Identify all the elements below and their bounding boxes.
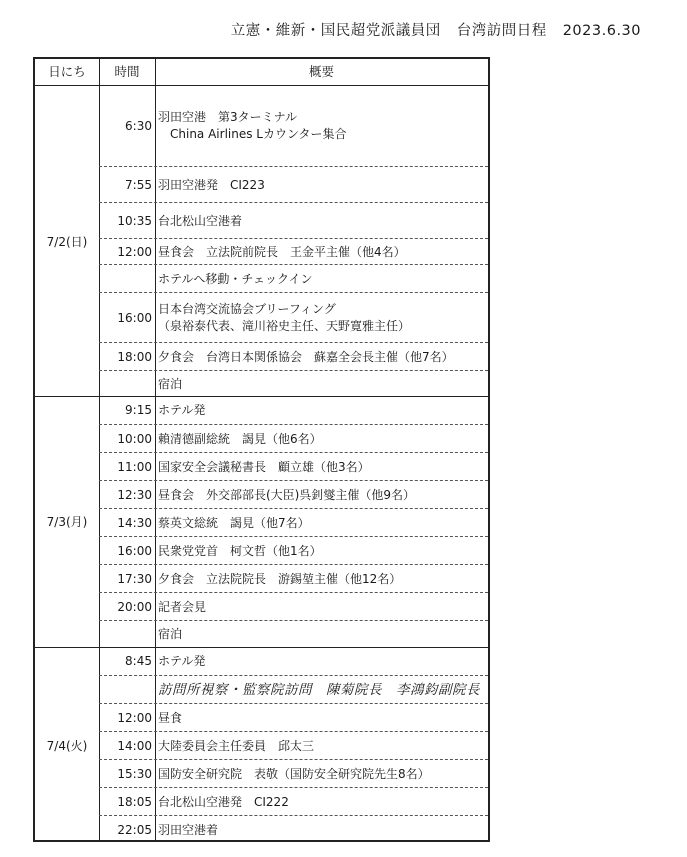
row-summary xyxy=(158,481,482,509)
summary-line: （泉裕泰代表、滝川裕史主任、天野寛雅主任） xyxy=(158,319,411,333)
summary-line: 国家安全会議秘書長 顧立雄（他3名） xyxy=(158,459,370,474)
title-group: 立憲・維新・国民超党派議員団 xyxy=(230,23,441,39)
table-row xyxy=(99,424,488,453)
table-row xyxy=(99,264,488,293)
row-time: 14:00 xyxy=(117,739,152,753)
row-summary xyxy=(158,293,482,343)
header-time: 時間 xyxy=(114,64,140,79)
row-time: 7:55 xyxy=(125,178,152,192)
row-time: 12:30 xyxy=(117,488,152,502)
table-row xyxy=(99,647,488,675)
row-summary xyxy=(158,704,482,732)
summary-line: 夕食会 立法院院長 游錫堃主催（他12名） xyxy=(158,571,402,586)
table-row xyxy=(99,731,488,760)
table-row xyxy=(99,675,488,704)
row-summary xyxy=(158,509,482,537)
row-summary xyxy=(158,621,482,648)
summary-line: 宿泊 xyxy=(158,376,183,391)
summary-line: 台北松山空港発 CI222 xyxy=(158,794,289,809)
summary-line: 羽田空港発 CI223 xyxy=(158,177,265,192)
table-row xyxy=(99,452,488,481)
table-row xyxy=(99,166,488,203)
row-time xyxy=(99,676,154,704)
day-label: 7/4(火) xyxy=(46,738,88,753)
table-row xyxy=(99,536,488,565)
summary-line: 昼食 xyxy=(158,710,183,725)
row-summary xyxy=(158,593,482,621)
summary-line: 羽田空港着 xyxy=(158,822,219,837)
day-label: 7/2(日) xyxy=(46,234,88,249)
row-time: 17:30 xyxy=(117,572,152,586)
row-time: 16:00 xyxy=(117,544,152,558)
row-summary xyxy=(158,788,482,816)
row-summary xyxy=(158,647,482,675)
row-summary xyxy=(158,760,482,788)
title-subject: 台湾訪問日程 xyxy=(456,23,547,39)
row-summary xyxy=(158,732,482,760)
table-row xyxy=(99,370,488,397)
table-row xyxy=(99,480,488,509)
row-time xyxy=(99,265,154,293)
table-row xyxy=(99,592,488,621)
row-summary xyxy=(158,167,482,203)
summary-line: 民衆党党首 柯文哲（他1名） xyxy=(158,543,322,558)
summary-line: 日本台湾交流協会ブリーフィング xyxy=(158,302,336,316)
schedule-table xyxy=(33,57,490,842)
summary-line: China Airlines Lカウンター集合 xyxy=(158,127,347,141)
table-row xyxy=(99,238,488,265)
table-row xyxy=(99,620,488,648)
row-time: 10:35 xyxy=(117,214,152,228)
row-summary xyxy=(158,565,482,593)
summary-line: 大陸委員会主任委員 邱太三 xyxy=(158,738,315,753)
row-summary xyxy=(158,676,482,704)
summary-line: 昼食会 立法院前院長 王金平主催（他4名） xyxy=(158,244,406,259)
summary-line: 記者会見 xyxy=(158,599,207,614)
summary-line: 国防安全研究院 表敬（国防安全研究院先生8名） xyxy=(158,766,430,781)
day-label: 7/3(月) xyxy=(46,515,88,529)
row-summary xyxy=(158,371,482,397)
summary-line: ホテル発 xyxy=(158,402,206,417)
row-time: 18:00 xyxy=(117,350,152,364)
row-summary xyxy=(158,425,482,453)
row-time: 9:15 xyxy=(125,403,152,417)
table-header xyxy=(35,59,488,86)
summary-line: ホテルへ移動・チェックイン xyxy=(158,271,313,286)
row-time: 22:05 xyxy=(117,823,152,837)
table-row xyxy=(99,342,488,371)
row-time: 10:00 xyxy=(117,432,152,446)
table-row xyxy=(99,86,488,166)
row-summary xyxy=(158,265,482,293)
row-time: 20:00 xyxy=(117,600,152,614)
table-row xyxy=(99,396,488,424)
row-summary xyxy=(158,86,482,166)
row-summary xyxy=(158,453,482,481)
row-time: 16:00 xyxy=(117,311,152,325)
row-time: 6:30 xyxy=(125,119,152,133)
summary-line: ホテル発 xyxy=(158,653,206,668)
summary-line: 賴清德副総統 謁見（他6名） xyxy=(158,431,322,446)
table-row xyxy=(99,815,488,844)
row-time xyxy=(99,621,154,648)
table-row xyxy=(99,759,488,788)
row-time xyxy=(99,371,154,397)
table-row xyxy=(99,703,488,732)
summary-line: 蔡英文総統 謁見（他7名） xyxy=(158,515,310,530)
title-date: 2023.6.30 xyxy=(562,23,641,39)
row-summary xyxy=(158,239,482,265)
row-time: 14:30 xyxy=(117,516,152,530)
row-summary xyxy=(158,396,482,424)
row-summary xyxy=(158,816,482,844)
table-row xyxy=(99,787,488,816)
row-summary xyxy=(158,203,482,239)
table-row xyxy=(99,564,488,593)
table-row xyxy=(99,508,488,537)
row-time: 18:05 xyxy=(117,795,152,809)
summary-line: 訪問所視察・監察院訪問 陳菊院長 李鴻鈞副院長 xyxy=(158,681,480,698)
page-title xyxy=(231,19,641,40)
row-time: 12:00 xyxy=(117,711,152,725)
row-summary xyxy=(158,537,482,565)
row-time: 11:00 xyxy=(117,460,152,474)
row-time: 8:45 xyxy=(125,654,152,668)
row-summary xyxy=(158,343,482,371)
table-row xyxy=(99,202,488,239)
summary-line: 昼食会 外交部部長(大臣)呉釗燮主催（他9名） xyxy=(158,487,415,502)
summary-line: 台北松山空港着 xyxy=(158,213,243,228)
summary-line: 羽田空港 第3ターミナル xyxy=(158,110,298,124)
row-time: 15:30 xyxy=(117,767,152,781)
row-time: 12:00 xyxy=(117,245,152,259)
header-summary: 概要 xyxy=(308,64,334,79)
table-row xyxy=(99,292,488,343)
header-day: 日にち xyxy=(48,64,86,79)
summary-line: 夕食会 台湾日本関係協会 蘇嘉全会長主催（他7名） xyxy=(158,349,454,364)
summary-line: 宿泊 xyxy=(158,627,183,641)
